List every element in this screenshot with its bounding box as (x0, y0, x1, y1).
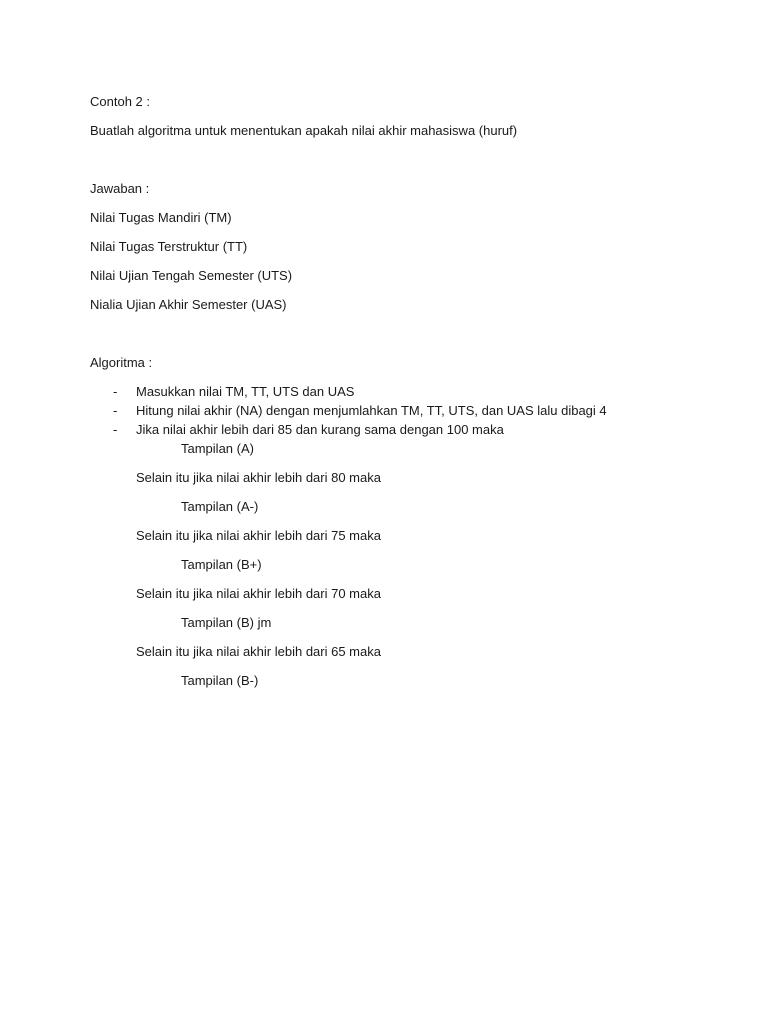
input-item-tt: Nilai Tugas Terstruktur (TT) (90, 239, 248, 254)
bullet-marker: - (113, 422, 118, 437)
question-text: Buatlah algoritma untuk menentukan apakah nilai akhir mahasiswa (huruf) (90, 123, 518, 138)
example-heading: Contoh 2 : (90, 94, 150, 109)
condition-65: Selain itu jika nilai akhir lebih dari 65 maka (136, 644, 381, 659)
algorithm-label: Algoritma : (90, 355, 153, 370)
input-item-tm: Nilai Tugas Mandiri (TM) (90, 210, 232, 225)
input-item-uts: Nilai Ujian Tengah Semester (UTS) (90, 268, 293, 283)
bullet-marker: - (113, 403, 118, 418)
output-grade-b: Tampilan (B) jm (181, 615, 272, 630)
step-compute: Hitung nilai akhir (NA) dengan menjumlahkan TM, TT, UTS, dan UAS lalu dibagi 4 (136, 403, 607, 418)
condition-75: Selain itu jika nilai akhir lebih dari 75 maka (136, 528, 381, 543)
answer-label: Jawaban : (90, 181, 150, 196)
input-item-uas: Nialia Ujian Akhir Semester (UAS) (90, 297, 287, 312)
condition-70: Selain itu jika nilai akhir lebih dari 70 maka (136, 586, 381, 601)
output-grade-b-plus: Tampilan (B+) (181, 557, 262, 572)
output-grade-a: Tampilan (A) (181, 441, 254, 456)
output-grade-b-minus: Tampilan (B-) (181, 673, 259, 688)
output-grade-a-minus: Tampilan (A-) (181, 499, 259, 514)
condition-80: Selain itu jika nilai akhir lebih dari 80 maka (136, 470, 381, 485)
step-input: Masukkan nilai TM, TT, UTS dan UAS (136, 384, 355, 399)
step-condition: Jika nilai akhir lebih dari 85 dan kurang sama dengan 100 maka (136, 422, 504, 437)
bullet-marker: - (113, 384, 118, 399)
